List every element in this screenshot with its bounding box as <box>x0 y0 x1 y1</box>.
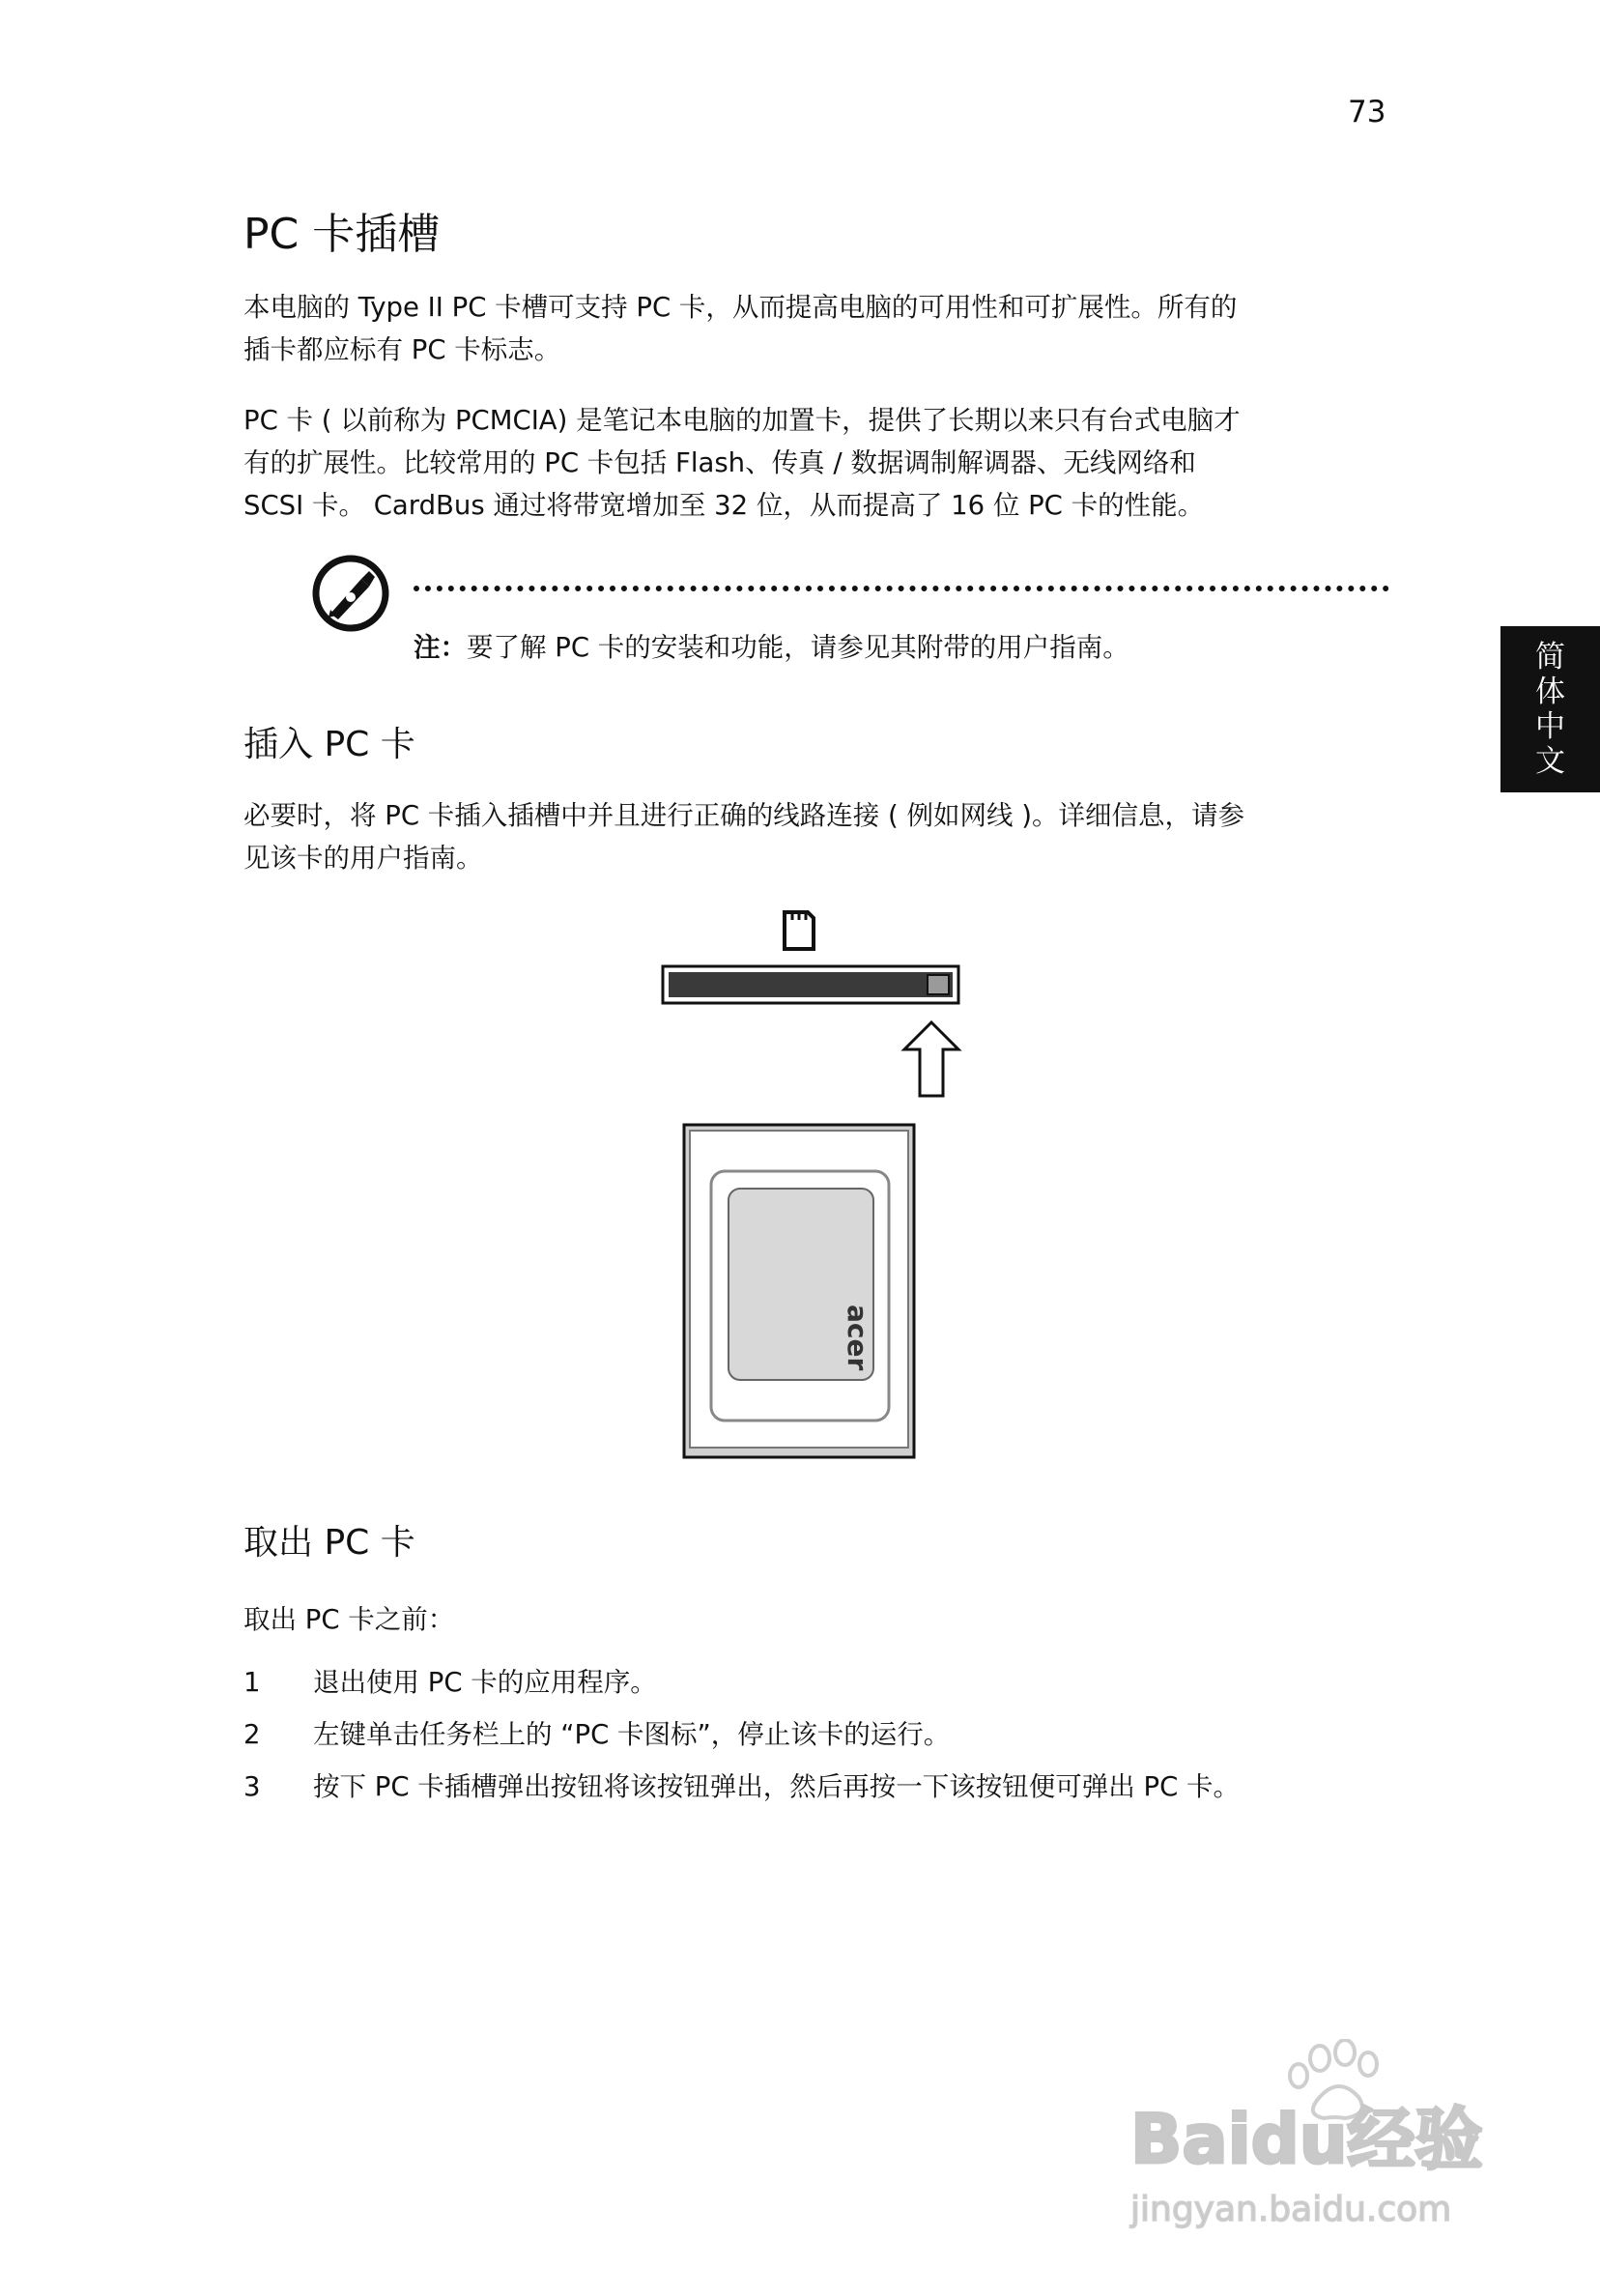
baidu-watermark <box>1121 2039 1527 2232</box>
language-tab-char: 体 <box>1535 674 1565 709</box>
insert-heading: 插入 PC 卡 <box>243 725 415 764</box>
description-line: PC 卡 ( 以前称为 PCMCIA) 是笔记本电脑的加置卡，提供了长期以来只有台式电脑才 <box>243 405 1241 436</box>
step-text: 左键单击任务栏上的 “PC 卡图标”，停止该卡的运行。 <box>313 1719 951 1750</box>
pc-card-symbol-icon <box>785 912 814 949</box>
step-text: 按下 PC 卡插槽弹出按钮将该按钮弹出，然后再按一下该按钮便可弹出 PC 卡。 <box>313 1771 1241 1802</box>
step-number: 2 <box>243 1719 261 1750</box>
description-paragraph <box>243 399 1393 527</box>
description-line: SCSI 卡。 CardBus 通过将带宽增加至 32 位，从而提高了 16 位 PC 卡的性能。 <box>243 490 1205 521</box>
card-brand-label: acer <box>842 1305 873 1371</box>
pc-card <box>684 1125 914 1457</box>
page-number: 73 <box>1348 95 1386 129</box>
note-label: 注： <box>414 632 467 663</box>
step-number: 3 <box>243 1771 261 1802</box>
insert-paragraph <box>243 794 1393 879</box>
watermark-logo: Baidu经验 <box>1130 2100 1483 2179</box>
note-pen-icon <box>311 554 390 633</box>
insert-arrow-icon <box>904 1022 958 1096</box>
remove-intro <box>243 1598 1393 1641</box>
note-divider <box>414 586 1389 591</box>
insert-line: 必要时，将 PC 卡插入插槽中并且进行正确的线路连接 ( 例如网线 )。详细信息，请参 <box>243 800 1244 831</box>
watermark-url: jingyan.baidu.com <box>1130 2190 1452 2229</box>
pc-card-insertion-figure <box>657 899 966 1459</box>
intro-paragraph <box>243 286 1393 371</box>
step-text: 退出使用 PC 卡的应用程序。 <box>313 1667 657 1698</box>
remove-intro-line: 取出 PC 卡之前： <box>243 1604 455 1635</box>
insert-line: 见该卡的用户指南。 <box>243 843 483 874</box>
remove-heading: 取出 PC 卡 <box>243 1523 415 1563</box>
note <box>414 626 1129 669</box>
language-tab-char: 中 <box>1535 709 1565 744</box>
language-tab <box>1500 626 1600 792</box>
section-title: PC 卡插槽 <box>243 210 441 259</box>
note-text: 要了解 PC 卡的安装和功能，请参见其附带的用户指南。 <box>467 632 1129 663</box>
description-line: 有的扩展性。比较常用的 PC 卡包括 Flash、传真 / 数据调制解调器、无线网络和 <box>243 447 1196 478</box>
card-slot <box>663 966 958 1003</box>
intro-line: 插卡都应标有 PC 卡标志。 <box>243 334 561 365</box>
language-tab-char: 简 <box>1535 640 1565 674</box>
intro-line: 本电脑的 Type II PC 卡槽可支持 PC 卡，从而提高电脑的可用性和可扩展性。所有的 <box>243 292 1238 323</box>
language-tab-char: 文 <box>1535 744 1565 779</box>
step-number: 1 <box>243 1667 261 1698</box>
